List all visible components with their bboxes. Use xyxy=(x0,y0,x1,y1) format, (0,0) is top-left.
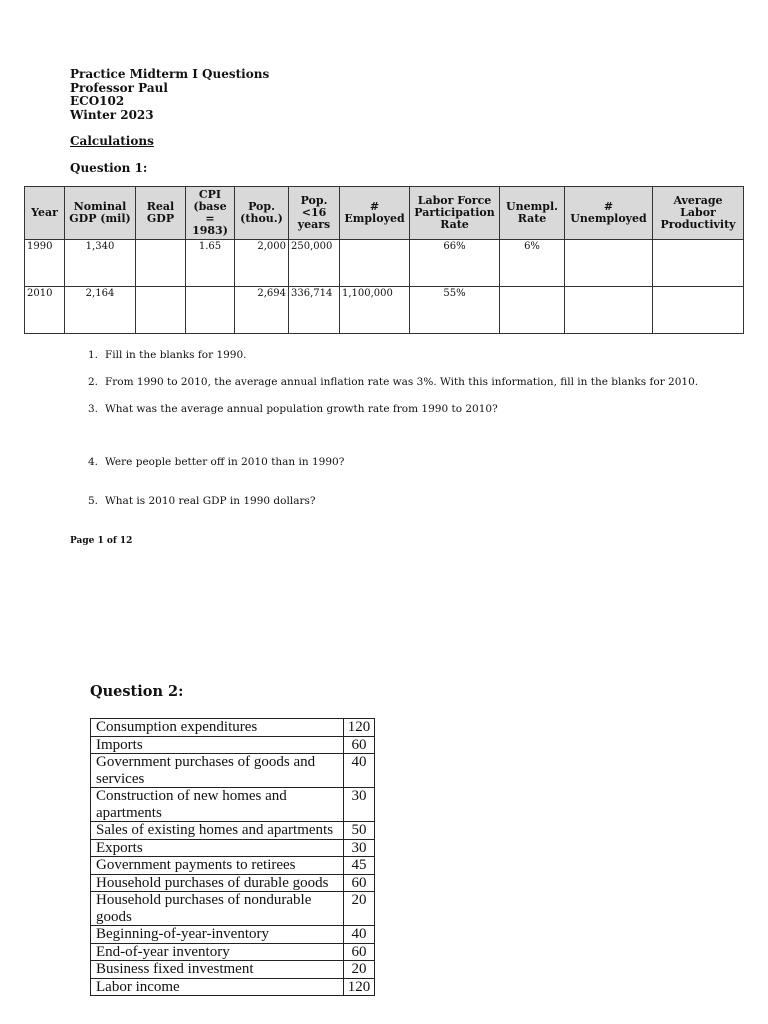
question-2-table xyxy=(90,718,375,996)
table-cell: 2,000 xyxy=(235,240,289,287)
column-header: Pop. (thou.) xyxy=(235,187,289,240)
term: Winter 2023 xyxy=(70,107,154,122)
column-header: Unempl. Rate xyxy=(500,187,565,240)
doc-title: Practice Midterm I Questions xyxy=(70,67,270,81)
item-label: Household purchases of nondurable goods xyxy=(91,892,344,926)
table-row xyxy=(91,754,375,788)
item-text: Fill in the blanks for 1990. xyxy=(105,349,247,361)
table-row xyxy=(91,719,375,737)
table-row xyxy=(91,943,375,961)
column-header: Labor Force Participation Rate xyxy=(410,187,500,240)
item-value: 60 xyxy=(344,736,375,754)
table-cell xyxy=(565,240,653,287)
list-item xyxy=(88,349,247,361)
course-code: ECO102 xyxy=(70,94,125,108)
table-cell xyxy=(186,287,235,334)
table-cell: 336,714 xyxy=(289,287,340,334)
item-number: 4. xyxy=(88,456,99,468)
item-number: 1. xyxy=(88,349,99,361)
item-label: Consumption expenditures xyxy=(91,719,344,737)
table-row xyxy=(91,736,375,754)
table-row xyxy=(25,240,744,287)
table-header-row xyxy=(25,187,744,240)
table-row xyxy=(91,822,375,840)
table-row xyxy=(91,788,375,822)
section-heading: Calculations xyxy=(70,134,154,148)
table-cell: 1,340 xyxy=(65,240,136,287)
item-label: Sales of existing homes and apartments xyxy=(91,822,344,840)
item-label: Business fixed investment xyxy=(91,961,344,979)
column-header: Nominal GDP (mil) xyxy=(65,187,136,240)
list-item xyxy=(88,456,344,468)
item-label: Construction of new homes and apartments xyxy=(91,788,344,822)
item-value: 30 xyxy=(344,839,375,857)
item-number: 3. xyxy=(88,403,99,415)
item-number: 2. xyxy=(88,376,99,388)
item-label: Household purchases of durable goods xyxy=(91,874,344,892)
table-row xyxy=(25,287,744,334)
question-1-table xyxy=(24,186,744,334)
table-cell: 1990 xyxy=(25,240,65,287)
item-label: Beginning-of-year-inventory xyxy=(91,926,344,944)
item-text: What was the average annual population growth rate from 1990 to 2010? xyxy=(105,403,498,415)
table-cell xyxy=(653,240,744,287)
item-value: 30 xyxy=(344,788,375,822)
item-label: Exports xyxy=(91,839,344,857)
item-text: What is 2010 real GDP in 1990 dollars? xyxy=(105,495,316,507)
item-text: From 1990 to 2010, the average annual inflation rate was 3%. With this information, fill in the blanks for 2010. xyxy=(105,376,699,388)
table-cell: 6% xyxy=(500,240,565,287)
table-row xyxy=(91,839,375,857)
table-cell: 2010 xyxy=(25,287,65,334)
table-cell: 250,000 xyxy=(289,240,340,287)
item-value: 20 xyxy=(344,961,375,979)
table-cell xyxy=(653,287,744,334)
table-row xyxy=(91,874,375,892)
list-item xyxy=(88,495,316,507)
table-cell: 1,100,000 xyxy=(340,287,410,334)
item-value: 60 xyxy=(344,874,375,892)
item-label: End-of-year inventory xyxy=(91,943,344,961)
table-cell xyxy=(340,240,410,287)
item-label: Labor income xyxy=(91,978,344,996)
column-header: Real GDP xyxy=(136,187,186,240)
table-row xyxy=(91,857,375,875)
table-cell xyxy=(565,287,653,334)
item-value: 60 xyxy=(344,943,375,961)
table-cell xyxy=(500,287,565,334)
page-footer: Page 1 of 12 xyxy=(70,536,133,546)
table-cell xyxy=(136,240,186,287)
table-row xyxy=(91,892,375,926)
column-header: Year xyxy=(25,187,65,240)
list-item xyxy=(88,376,698,388)
item-value: 40 xyxy=(344,926,375,944)
item-label: Imports xyxy=(91,736,344,754)
table-row xyxy=(91,961,375,979)
table-cell: 66% xyxy=(410,240,500,287)
question-1-label: Question 1: xyxy=(70,161,148,175)
column-header: # Unemployed xyxy=(565,187,653,240)
professor-name: Professor Paul xyxy=(70,80,168,95)
item-value: 20 xyxy=(344,892,375,926)
item-label: Government payments to retirees xyxy=(91,857,344,875)
column-header: CPI (base = 1983) xyxy=(186,187,235,240)
item-value: 40 xyxy=(344,754,375,788)
list-item xyxy=(88,403,498,415)
item-value: 120 xyxy=(344,719,375,737)
table-cell: 2,164 xyxy=(65,287,136,334)
item-number: 5. xyxy=(88,495,99,507)
document-header xyxy=(70,68,269,122)
table-row xyxy=(91,926,375,944)
item-label: Government purchases of goods and services xyxy=(91,754,344,788)
item-value: 50 xyxy=(344,822,375,840)
item-value: 120 xyxy=(344,978,375,996)
table-row xyxy=(91,978,375,996)
item-text: Were people better off in 2010 than in 1990? xyxy=(105,456,345,468)
item-value: 45 xyxy=(344,857,375,875)
table-cell xyxy=(136,287,186,334)
table-cell: 55% xyxy=(410,287,500,334)
column-header: # Employed xyxy=(340,187,410,240)
column-header: Average Labor Productivity xyxy=(653,187,744,240)
table-cell: 2,694 xyxy=(235,287,289,334)
question-2-label: Question 2: xyxy=(90,683,184,700)
table-cell: 1.65 xyxy=(186,240,235,287)
column-header: Pop. <16 years xyxy=(289,187,340,240)
